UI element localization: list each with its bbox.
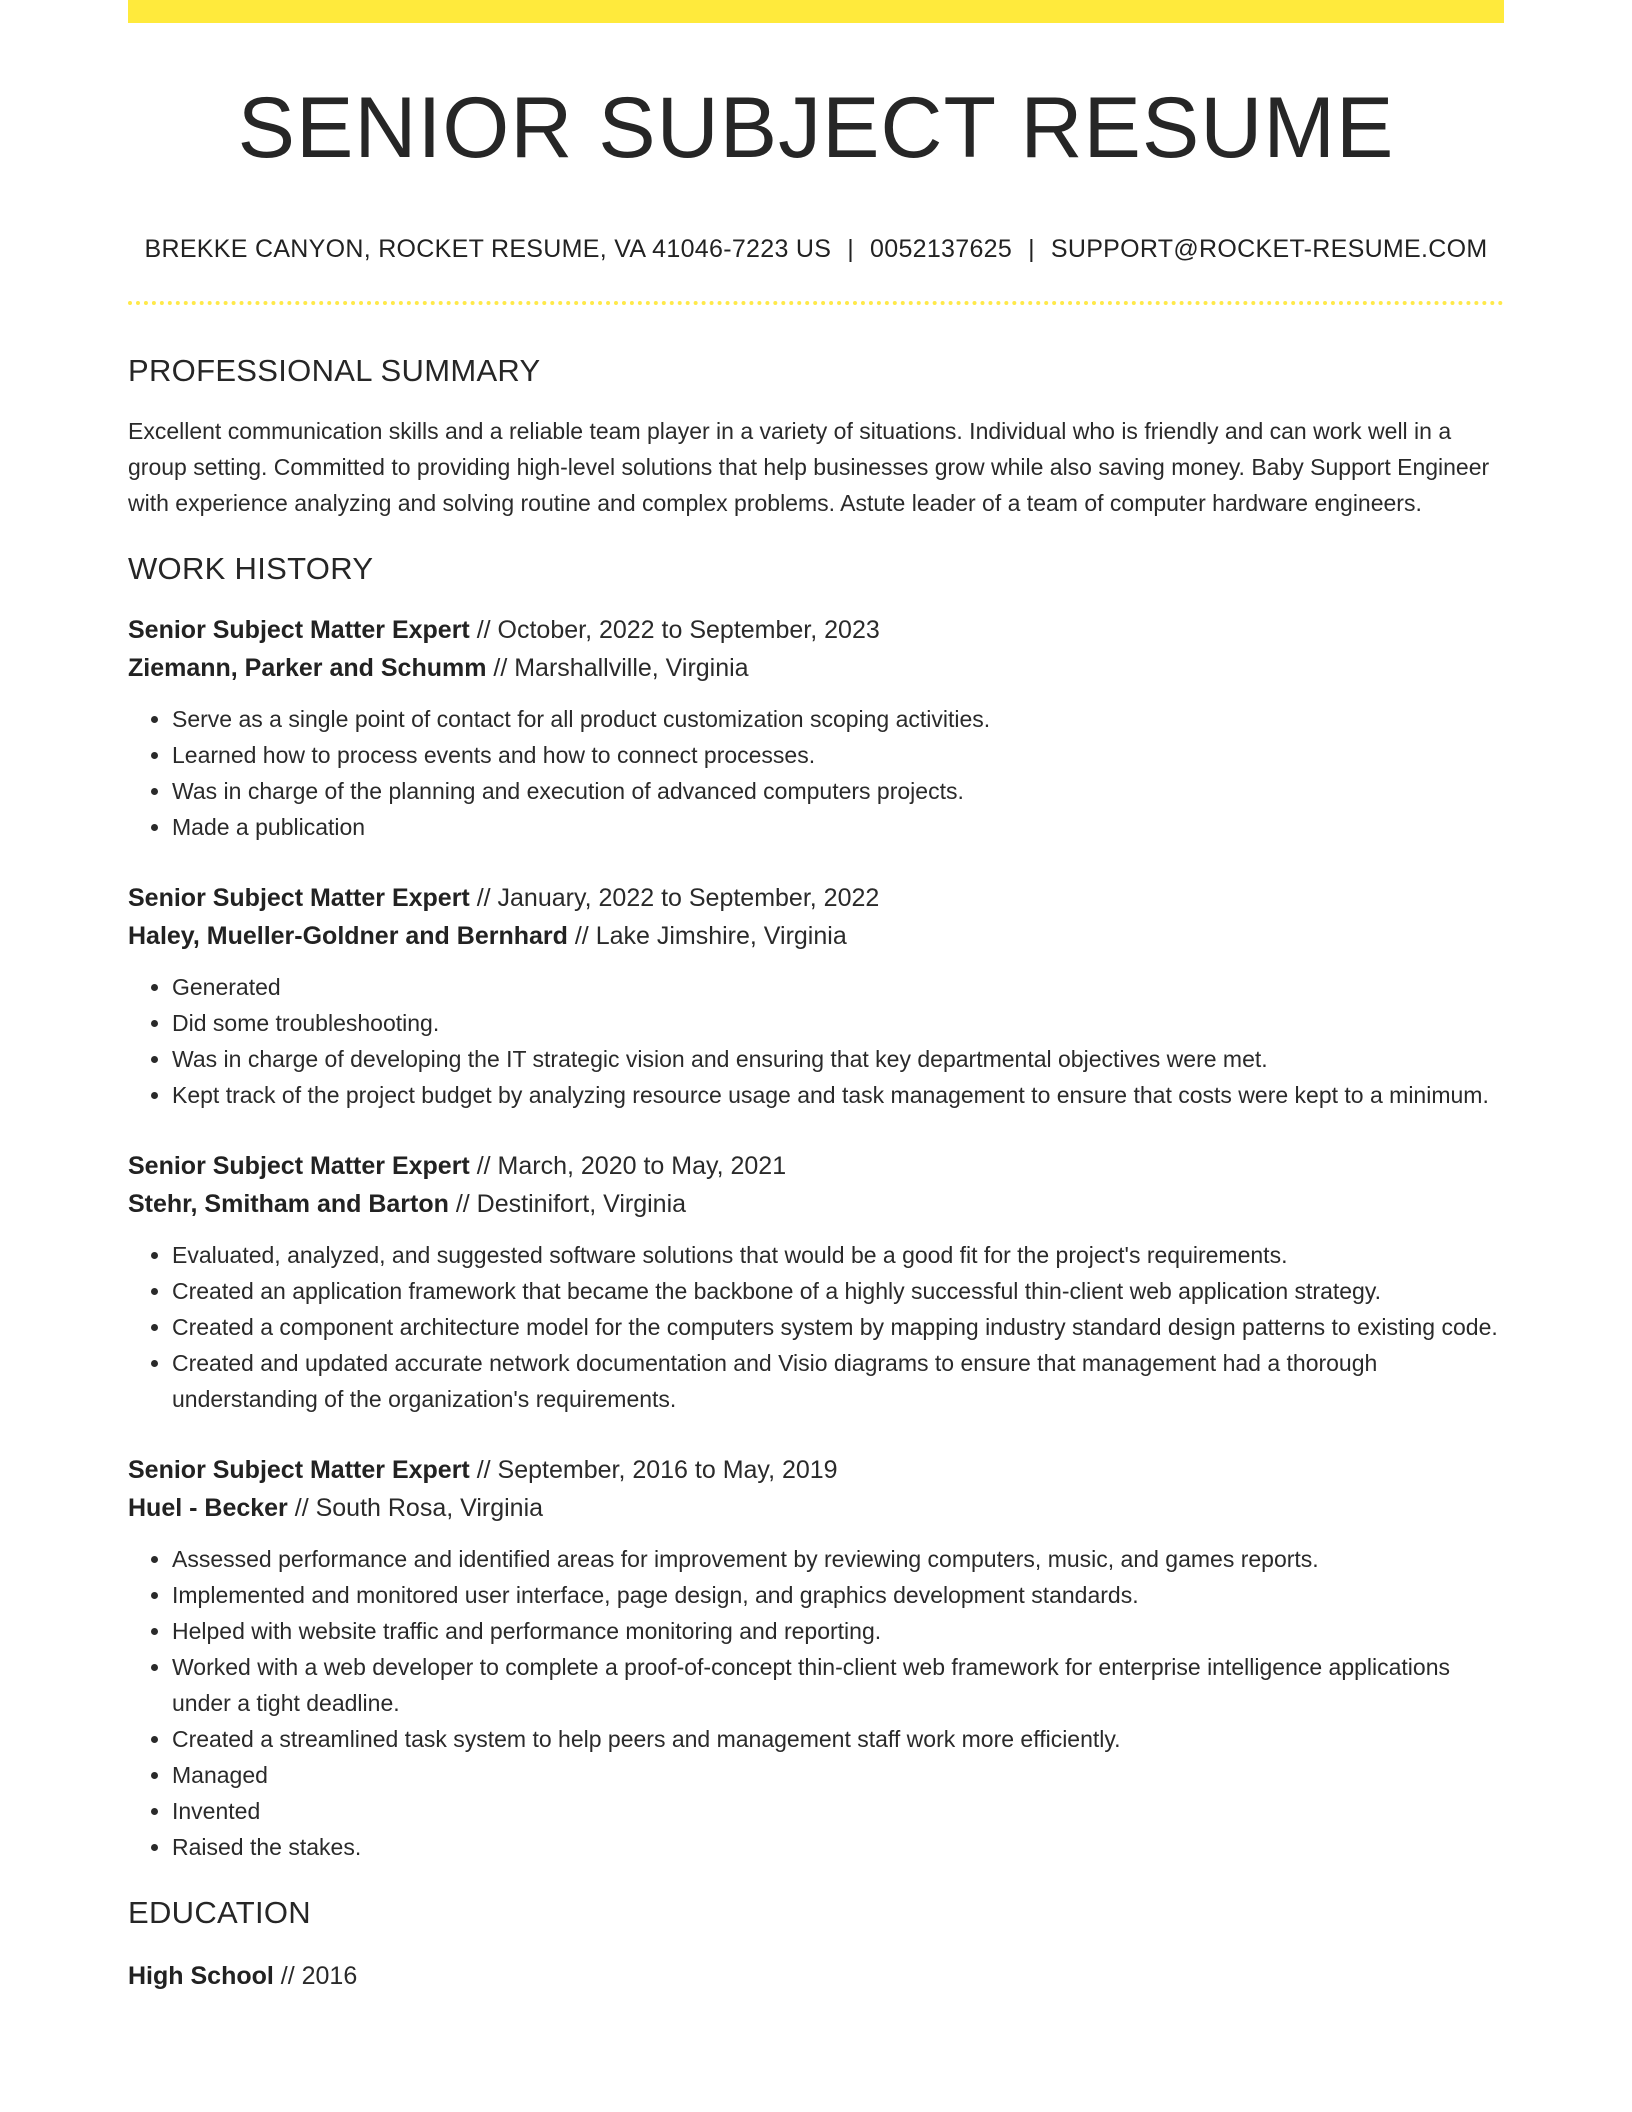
job-title-line	[128, 1451, 1504, 1489]
job-location: // Lake Jimshire, Virginia	[567, 922, 847, 950]
contact-line	[128, 235, 1504, 264]
job-entry	[128, 611, 1504, 845]
job-bullet: • Learned how to process events and how to connect processes.	[172, 737, 1504, 773]
job-bullet: • Created a streamlined task system to help peers and management staff work more efficiently.	[172, 1721, 1504, 1757]
contact-separator: |	[847, 235, 855, 263]
job-company: Huel - Becker	[128, 1494, 288, 1522]
job-bullet: • Invented	[172, 1793, 1504, 1829]
job-bullet: • Kept track of the project budget by analyzing resource usage and task management to ensure that costs were kept to a minimum.	[172, 1077, 1504, 1113]
work-history-heading: WORK HISTORY	[128, 551, 374, 586]
job-dates: // October, 2022 to September, 2023	[469, 616, 880, 644]
education-entry	[128, 1957, 1504, 1995]
job-role: Senior Subject Matter Expert	[128, 884, 470, 912]
contact-email: SUPPORT@ROCKET-RESUME.COM	[1050, 235, 1488, 263]
job-bullet: • Was in charge of the planning and execution of advanced computers projects.	[172, 773, 1504, 809]
job-bullet: • Created and updated accurate network documentation and Visio diagrams to ensure that management had a thorough understanding of the organization's requirements.	[172, 1345, 1504, 1417]
job-company-line	[128, 1185, 1504, 1223]
job-entry	[128, 879, 1504, 1113]
education-degree: High School	[128, 1962, 274, 1990]
job-role: Senior Subject Matter Expert	[128, 1152, 470, 1180]
job-bullet: • Managed	[172, 1757, 1504, 1793]
job-bullet: • Implemented and monitored user interface, page design, and graphics development standards.	[172, 1577, 1504, 1613]
job-bullet: • Did some troubleshooting.	[172, 1005, 1504, 1041]
job-bullet: • Generated	[172, 969, 1504, 1005]
job-bullet: • Helped with website traffic and performance monitoring and reporting.	[172, 1613, 1504, 1649]
job-bullets	[128, 701, 1504, 845]
contact-phone: 0052137625	[870, 235, 1013, 263]
contact-separator: |	[1028, 235, 1035, 263]
job-role: Senior Subject Matter Expert	[128, 616, 470, 644]
job-bullet: • Raised the stakes.	[172, 1829, 1504, 1865]
accent-top-bar	[128, 0, 1504, 23]
job-bullet: • Was in charge of developing the IT strategic vision and ensuring that key departmental objectives were met.	[172, 1041, 1504, 1077]
job-bullets	[128, 969, 1504, 1113]
job-bullet: • Made a publication	[172, 809, 1504, 845]
job-dates: // January, 2022 to September, 2022	[469, 884, 880, 912]
job-bullet: • Evaluated, analyzed, and suggested software solutions that would be a good fit for the project's requirements.	[172, 1237, 1504, 1273]
job-bullet: • Created an application framework that became the backbone of a highly successful thin-client web application strategy.	[172, 1273, 1504, 1309]
job-company: Stehr, Smitham and Barton	[128, 1190, 449, 1218]
job-bullet: • Serve as a single point of contact for all product customization scoping activities.	[172, 701, 1504, 737]
job-role: Senior Subject Matter Expert	[128, 1456, 470, 1484]
job-company-line	[128, 917, 1504, 955]
education-year: // 2016	[273, 1962, 358, 1990]
job-company: Haley, Mueller-Goldner and Bernhard	[128, 922, 568, 950]
education-heading: EDUCATION	[128, 1895, 311, 1930]
job-bullet: • Worked with a web developer to complete a proof-of-concept thin-client web framework for enterprise intelligence applications under a tight deadline.	[172, 1649, 1504, 1721]
job-title-line	[128, 1147, 1504, 1185]
job-dates: // March, 2020 to May, 2021	[469, 1152, 787, 1180]
resume-page	[128, 0, 1504, 1995]
job-location: // Marshallville, Virginia	[486, 654, 749, 682]
job-location: // Destinifort, Virginia	[448, 1190, 687, 1218]
contact-address: BREKKE CANYON, ROCKET RESUME, VA 41046-7223 US	[144, 235, 832, 263]
job-title-line	[128, 611, 1504, 649]
job-company-line	[128, 649, 1504, 687]
summary-heading: PROFESSIONAL SUMMARY	[128, 353, 541, 388]
dotted-divider	[128, 301, 1504, 305]
job-entry	[128, 1147, 1504, 1417]
job-title-line	[128, 879, 1504, 917]
job-bullets	[128, 1237, 1504, 1417]
job-bullets	[128, 1541, 1504, 1865]
resume-name: SENIOR SUBJECT RESUME	[237, 80, 1395, 176]
job-dates: // September, 2016 to May, 2019	[469, 1456, 838, 1484]
job-company: Ziemann, Parker and Schumm	[128, 654, 487, 682]
job-bullet: • Created a component architecture model for the computers system by mapping industry standard design patterns to existing code.	[172, 1309, 1504, 1345]
job-company-line	[128, 1489, 1504, 1527]
job-location: // South Rosa, Virginia	[287, 1494, 544, 1522]
summary-text: Excellent communication skills and a reliable team player in a variety of situations. Individual who is friendly and can work well in a group setting. Committed to providing high-level solutions that help businesses grow while also saving money. Baby Support Engineer with experience analyzing and solving routine and complex problems. Astute leader of a team of computer hardware engineers.	[128, 418, 1490, 516]
job-entry	[128, 1451, 1504, 1865]
work-history-list	[128, 611, 1504, 1865]
job-bullet: • Assessed performance and identified areas for improvement by reviewing computers, music, and games reports.	[172, 1541, 1504, 1577]
